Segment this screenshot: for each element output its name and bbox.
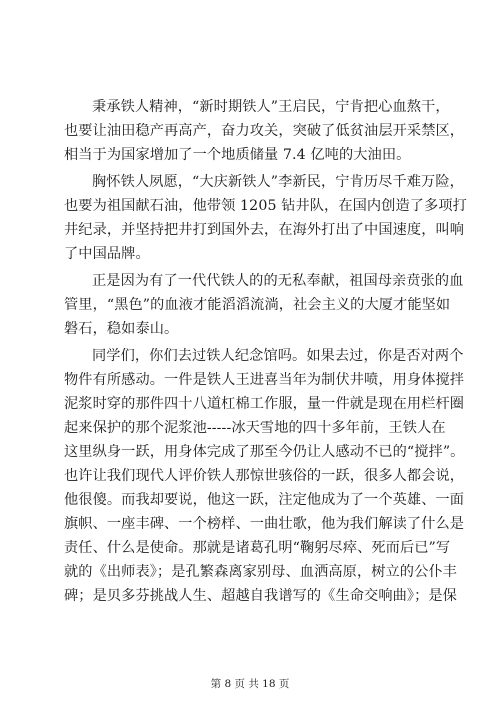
paragraph-line: 井纪录，并坚持把井打到国外去，在海外打出了中国速度，叫响: [64, 222, 465, 238]
paragraph-line: 胸怀铁人夙愿，“大庆新铁人”李新民，宁肯历尽千难万险，: [92, 174, 464, 190]
paragraph-line: 也要为祖国献石油，他带领 1205 钻井队，在国内创造了多项打: [64, 198, 467, 214]
paragraph-line: 这里纵身一跃，用身体完成了那至今仍让人感动不已的“搅拌”。: [64, 444, 465, 460]
paragraph-line: 相当于为国家增加了一个地质储量 7.4 亿吨的大油田。: [64, 147, 411, 163]
paragraph-line: 磐石，稳如泰山。: [64, 321, 179, 337]
paragraph-line: 物件有所感动。一件是铁人王进喜当年为制伏井喷，用身体搅拌: [64, 372, 465, 388]
paragraph-line: 也许让我们现代人评价铁人那惊世骇俗的一跃，很多人都会说，: [64, 468, 465, 484]
paragraph-line: 他很傻。而我却要说，他这一跃，注定他成为了一个英雄、一面: [64, 492, 465, 508]
paragraph-line: 同学们，你们去过铁人纪念馆吗。如果去过，你是否对两个: [92, 348, 464, 364]
paragraph-line: 了中国品牌。: [64, 246, 150, 262]
paragraph-line: 泥浆时穿的那件四十八道杠棉工作服，量一件就是现在用栏杆圈: [64, 396, 465, 412]
paragraph-line: 责任、什么是使命。那就是诸葛孔明“鞠躬尽瘁、死而后已”写: [64, 540, 451, 556]
paragraph-line: 碑；是贝多芬挑战人生、超越自我谱写的《生命交响曲》；是保: [64, 588, 457, 604]
paragraph-line: 也要让油田稳产再高产，奋力攻关，突破了低贫油层开采禁区，: [64, 123, 465, 139]
page-footer: 第 8 页 共 18 页: [210, 678, 290, 690]
paragraph-line: 正是因为有了一代代铁人的的无私奉献，祖国母亲贲张的血: [92, 273, 464, 289]
paragraph-line: 就的《出师表》；是孔繁森离家别母、血洒高原，树立的公仆丰: [64, 564, 457, 580]
paragraph-line: 起来保护的那个泥浆池-----冰天雪地的四十多年前，王铁人在: [64, 420, 446, 436]
paragraph-line: 旗帜、一座丰碑、一个榜样、一曲壮歌，他为我们解读了什么是: [64, 516, 465, 532]
paragraph-line: 管里，“黑色”的血液才能滔滔流淌，社会主义的大厦才能坚如: [64, 297, 451, 313]
paragraph-line: 秉承铁人精神，“新时期铁人”王启民，宁肯把心血熬干，: [92, 99, 450, 115]
